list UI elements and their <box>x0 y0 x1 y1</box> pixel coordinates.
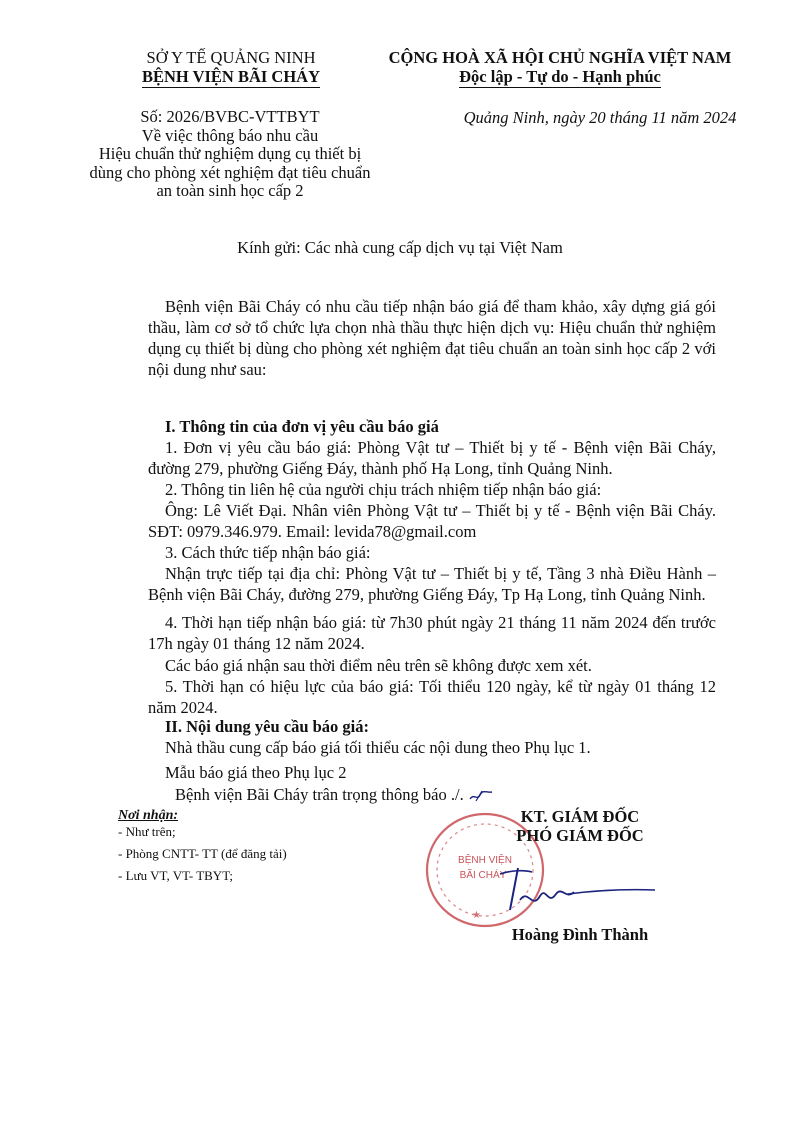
recipient-item: - Phòng CNTT- TT (để đăng tải) <box>118 846 287 861</box>
national-motto <box>360 67 760 86</box>
subject-line-4: an toàn sinh học cấp 2 <box>156 181 304 200</box>
section-1-item-2-body: Ông: Lê Viết Đại. Nhân viên Phòng Vật tư – Thiết bị y tế - Bệnh viện Bãi Cháy. SĐT: 0979.346.979. Email: levida78@gmail.com <box>148 501 716 541</box>
issuer-parent: SỞ Y TẾ QUẢNG NINH <box>146 48 316 67</box>
section-1-item-5: 5. Thời hạn có hiệu lực của báo giá: Tối thiểu 120 ngày, kể từ ngày 01 tháng 12 năm 2024. <box>148 677 716 717</box>
seal-text-1: BỆNH VIỆN <box>458 855 512 866</box>
svg-text:★: ★ <box>472 910 481 921</box>
national-header <box>360 48 760 86</box>
country-name: CỘNG HOÀ XÃ HỘI CHỦ NGHĨA VIỆT NAM <box>388 48 732 67</box>
section-2-line-2: Mẫu báo giá theo Phụ lục 2 <box>165 763 347 782</box>
recipient-item: - Lưu VT, VT- TBYT; <box>118 868 234 883</box>
intro-paragraph: Bệnh viện Bãi Cháy có nhu cầu tiếp nhận báo giá để tham khảo, xây dựng giá gói thầu, làm cơ sở tổ chức lựa chọn nhà thầu thực hiện dịch vụ: Hiệu chuẩn thử nghiệm dụng cụ thiết bị dùng cho phòng xét nghiệm đạt tiêu chuẩn an toàn sinh học cấp 2 với nội dung như sau: <box>148 297 716 379</box>
recipient-item: - Như trên; <box>118 824 176 839</box>
issuer-name-text: BỆNH VIỆN BÃI CHÁY <box>141 67 321 86</box>
section-1-item-4: 4. Thời hạn tiếp nhận báo giá: từ 7h30 phút ngày 21 tháng 11 năm 2024 đến trước 17h ngày 01 tháng 12 năm 2024. <box>148 613 716 653</box>
reference-number: Số: 2026/BVBC-VTTBYT <box>140 107 320 126</box>
signature-line-1: KT. GIÁM ĐỐC <box>520 807 640 826</box>
place-date: Quảng Ninh, ngày 20 tháng 11 năm 2024 <box>463 108 737 127</box>
section-1-item-4-note: Các báo giá nhận sau thời điểm nêu trên sẽ không được xem xét. <box>165 656 592 675</box>
section-1-item-3-body: Nhận trực tiếp tại địa chỉ: Phòng Vật tư – Thiết bị y tế, Tầng 3 nhà Điều Hành – Bệnh viện Bãi Cháy, đường 279, phường Giếng Đáy, Tp Hạ Long, tỉnh Quảng Ninh. <box>148 564 716 604</box>
section-1-item-2-title: 2. Thông tin liên hệ của người chịu trách nhiệm tiếp nhận báo giá: <box>165 480 602 499</box>
motto-text: Độc lập - Tự do - Hạnh phúc <box>459 67 661 86</box>
signer-name: Hoàng Đình Thành <box>511 925 649 944</box>
section-1-item-1: 1. Đơn vị yêu cầu báo giá: Phòng Vật tư – Thiết bị y tế - Bệnh viện Bãi Cháy, đường 279, phường Giếng Đáy, thành phố Hạ Long, tỉnh Quảng Ninh. <box>148 438 716 478</box>
signature-scribble <box>470 860 670 920</box>
reference-block <box>80 108 380 201</box>
recipients-title: Nơi nhận: <box>118 808 179 823</box>
subject-line-1: Về việc thông báo nhu cầu <box>141 125 319 145</box>
closing-text: Bệnh viện Bãi Cháy trân trọng thông báo ./. <box>175 785 464 804</box>
section-1-heading: I. Thông tin của đơn vị yêu cầu báo giá <box>165 417 439 436</box>
section-2-line-1: Nhà thầu cung cấp báo giá tối thiểu các nội dung theo Phụ lục 1. <box>165 738 591 757</box>
signature-title <box>480 807 680 845</box>
section-1-item-3-title: 3. Cách thức tiếp nhận báo giá: <box>165 543 371 562</box>
recipient-line: Kính gửi: Các nhà cung cấp dịch vụ tại Việt Nam <box>237 238 563 257</box>
seal-text-2: BÃI CHÁY <box>459 870 507 881</box>
section-2-heading: II. Nội dung yêu cầu báo giá: <box>165 717 370 736</box>
issuer-block <box>106 48 356 86</box>
subject-line-2: Hiệu chuẩn thử nghiệm dụng cụ thiết bị <box>98 144 362 163</box>
signature-line-2: PHÓ GIÁM ĐỐC <box>516 826 644 845</box>
recipients-block <box>118 808 287 884</box>
issuer-name <box>106 67 356 86</box>
subject-line-3: dùng cho phòng xét nghiệm đạt tiêu chuẩn <box>89 162 371 182</box>
